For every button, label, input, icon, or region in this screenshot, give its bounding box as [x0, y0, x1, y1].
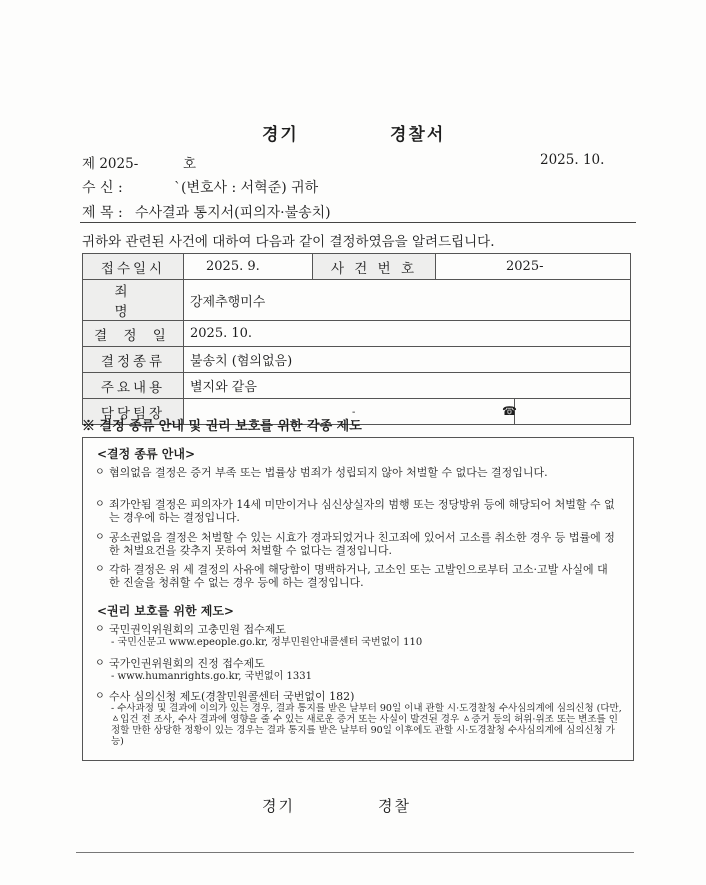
received-value: 2025. 9. — [184, 254, 313, 280]
decision-guide-title: <결정 종류 안내> — [97, 447, 196, 461]
table-row — [83, 254, 631, 280]
decision-item-text: 죄가안됨 결정은 피의자가 14세 미만이거나 심신상실자의 범행 또는 정당방위 등에 해당되어 처벌할 수 없는 경우에 하는 결정입니다. — [109, 498, 615, 524]
case-number-label: 사 건 번 호 — [313, 254, 436, 280]
decision-item — [95, 466, 615, 479]
case-info-table — [82, 253, 631, 425]
charge-label: 죄 명 — [83, 280, 184, 321]
doc-date: 2025. 10. — [540, 152, 605, 168]
rights-item — [95, 657, 615, 670]
subject-value: 수사결과 통지서(피의자·불송치) — [135, 205, 331, 221]
subject-label: 제 목 : — [82, 205, 123, 221]
bullet-icon: ㅇ — [95, 658, 105, 669]
bullet-icon: ㅇ — [95, 564, 105, 575]
rights-title: <권리 보호를 위한 제도> — [97, 604, 234, 618]
rights-item-detail: - 수사과정 및 결과에 이의가 있는 경우, 결과 통지를 받은 날부터 90일 이내 관할 시·도경찰청 수사심의계에 심의신청 (다만, ㅿ입건 전 조사, 수사 결과에 영향을 줄 수 있는 새로운 증거 또는 사실이 발견된 경우 ㅿ증거 등의 허위·위조 또는 변조를 인정할 만한 상당한 정황이 있는 경우는 결과 통지를 받은 날부터 90일 이후에도 관할 시·도경찰청 수사심의계에 심의신청 가능) — [111, 703, 622, 747]
table-row — [83, 347, 631, 373]
decision-item — [95, 531, 615, 557]
rights-item — [95, 690, 615, 703]
table-row — [83, 280, 631, 321]
bullet-icon: ㅇ — [95, 624, 105, 635]
decision-item-text: 각하 결정은 위 세 결정의 사유에 해당함이 명백하거나, 고소인 또는 고발인으로부터 고소·고발 사실에 대한 진술을 청취할 수 없는 경우 등에 하는 결정입니다. — [109, 563, 608, 589]
doc-number-prefix: 제 2025- — [82, 156, 139, 172]
charge-value: 강제추행미수 — [184, 280, 631, 321]
decision-date-value: 2025. 10. — [184, 321, 631, 347]
case-number-value: 2025- — [436, 254, 631, 280]
footer-divider — [76, 852, 634, 853]
notice-title: ※ 결정 종류 안내 및 권리 보호를 위한 각종 제도 — [82, 419, 362, 434]
rights-item — [95, 623, 615, 636]
bullet-icon: ㅇ — [95, 467, 105, 478]
bullet-icon: ㅇ — [95, 532, 105, 543]
header-divider — [80, 222, 636, 223]
table-row — [83, 321, 631, 347]
main-content-value: 별지와 같음 — [184, 373, 631, 399]
footer-org-left: 경기 — [262, 797, 295, 815]
rights-item-detail: - www.humanrights.go.kr, 국번없이 1331 — [111, 671, 312, 682]
decision-type-value: 불송치 (혐의없음) — [184, 347, 631, 373]
recipient-value: `(변호사 : 서혁준) 귀하 — [174, 180, 319, 196]
rights-item-title: 수사 심의신청 제도(경찰민원콜센터 국번없이 182) — [109, 690, 355, 703]
decision-item — [95, 563, 615, 589]
decision-item-text: 혐의없음 결정은 증거 부족 또는 법률상 범죄가 성립되지 않아 처벌할 수 없다는 결정입니다. — [109, 466, 548, 479]
rights-item-title: 국민권익위원회의 고충민원 접수제도 — [109, 623, 287, 636]
bullet-icon: ㅇ — [95, 691, 105, 702]
officer-value: - — [352, 407, 356, 418]
officer-label: 담당팀장 — [83, 399, 184, 425]
notice-box — [82, 437, 634, 761]
decision-date-label: 결 정 일 — [83, 321, 184, 347]
recipient-label: 수 신 : — [82, 180, 123, 196]
phone-icon: ☎ — [502, 404, 517, 418]
title-org-right: 경찰서 — [390, 125, 446, 145]
decision-type-label: 결정종류 — [83, 347, 184, 373]
decision-item — [95, 498, 615, 524]
bullet-icon: ㅇ — [95, 499, 105, 510]
rights-item-detail: - 국민신문고 www.epeople.go.kr, 정부민원안내콜센터 국번없이 110 — [111, 637, 423, 648]
received-label: 접수일시 — [83, 254, 184, 280]
rights-item-title: 국가인권위원회의 진정 접수제도 — [109, 657, 265, 670]
main-content-label: 주요내용 — [83, 373, 184, 399]
decision-item-text: 공소권없음 결정은 처벌할 수 있는 시효가 경과되었거나 친고죄에 있어서 고소를 취소한 경우 등 법률에 정한 처벌요건을 갖추지 못하여 처벌할 수 없다는 결정입니다. — [109, 531, 615, 557]
footer-org-right: 경찰 — [378, 797, 411, 815]
title-org-left: 경기 — [262, 125, 299, 145]
intro-text: 귀하와 관련된 사건에 대하여 다음과 같이 결정하였음을 알려드립니다. — [82, 234, 495, 250]
table-row — [83, 373, 631, 399]
doc-number-suffix: 호 — [183, 156, 197, 172]
